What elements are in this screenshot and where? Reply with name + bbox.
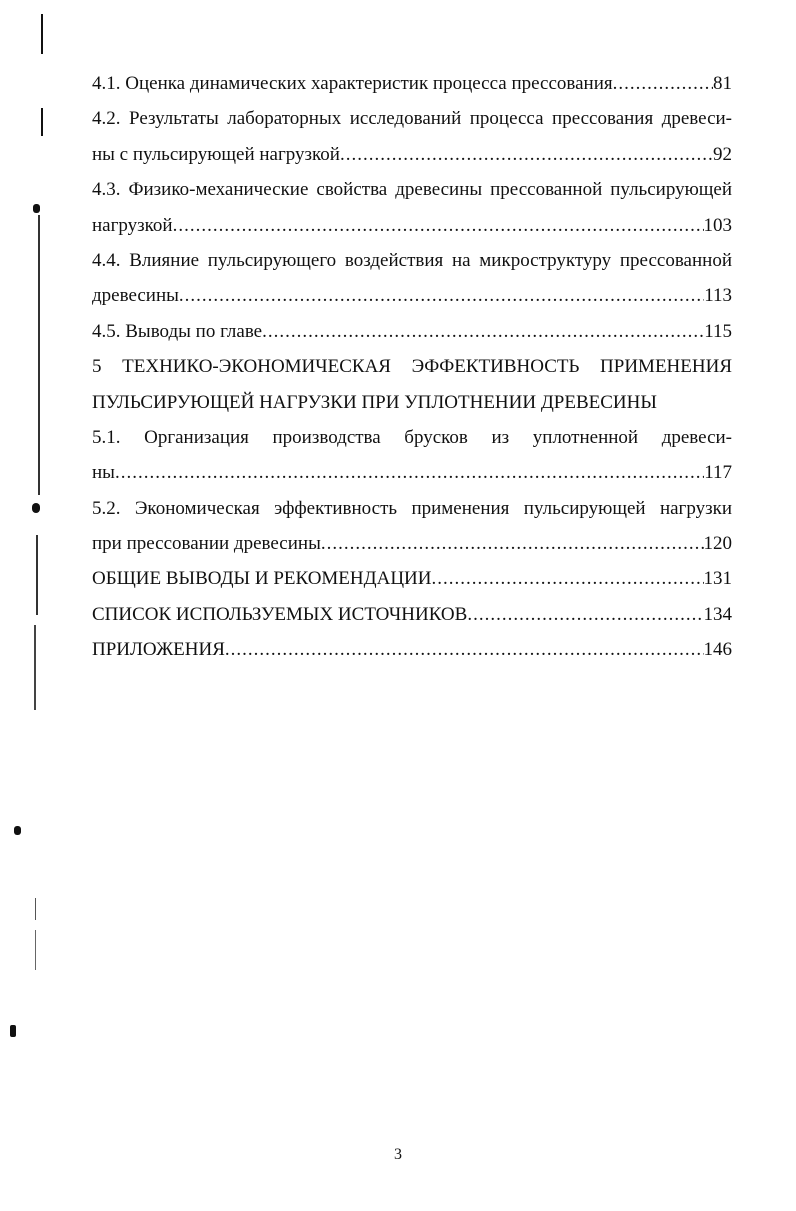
toc-leader-dots: [179, 278, 704, 313]
toc-entry-4-2-line2[interactable]: [92, 137, 732, 172]
scan-margin-line: [41, 108, 43, 136]
toc-entry-appendix[interactable]: [92, 632, 732, 667]
toc-entry-page: 131: [703, 568, 732, 590]
toc-entry-page: 103: [703, 214, 732, 236]
toc-leader-dots: [613, 66, 713, 101]
toc-chapter-5-line2[interactable]: [92, 385, 732, 420]
toc-entry-title: 4.4. Влияние пульсирующего воздействия на микроструктуру прессованной: [92, 249, 732, 271]
toc-entry-page: 146: [703, 639, 732, 661]
toc-chapter-5-line1[interactable]: [92, 349, 732, 384]
toc-entry-title: древесины: [92, 285, 179, 307]
toc-leader-dots: [431, 561, 703, 596]
scan-margin-dot: [33, 204, 40, 213]
toc-entry-4-2-line1[interactable]: [92, 101, 732, 136]
toc-entry-title: ОБЩИЕ ВЫВОДЫ И РЕКОМЕНДАЦИИ: [92, 568, 432, 590]
toc-leader-dots: [115, 455, 704, 490]
toc-leader-dots: [262, 314, 704, 349]
scan-margin-dot: [14, 826, 21, 835]
toc-entry-4-4-line1[interactable]: [92, 243, 732, 278]
toc-entry-title: ны с пульсирующей нагрузкой: [92, 143, 340, 165]
scan-margin-line: [34, 625, 36, 710]
toc-entry-5-2-line2[interactable]: [92, 526, 732, 561]
toc-entry-5-2-line1[interactable]: [92, 491, 732, 526]
scan-margin-dot: [32, 503, 40, 513]
toc-entry-page: 92: [713, 143, 732, 165]
toc-chapter-title: ПУЛЬСИРУЮЩЕЙ НАГРУЗКИ ПРИ УПЛОТНЕНИИ ДРЕВЕСИНЫ: [92, 391, 657, 413]
scan-margin-line: [35, 930, 36, 970]
scan-margin-line: [38, 215, 40, 495]
toc-entry-4-4-line2[interactable]: [92, 278, 732, 313]
toc-entry-4-3-line1[interactable]: [92, 172, 732, 207]
toc-leader-dots: [321, 526, 704, 561]
toc-entry-page: 113: [704, 285, 732, 307]
toc-entry-page: 117: [704, 462, 732, 484]
toc-entry-title: ПРИЛОЖЕНИЯ: [92, 639, 225, 661]
toc-entry-5-1-line2[interactable]: [92, 455, 732, 490]
toc-entry-page: 81: [713, 73, 732, 94]
toc-entry-4-5[interactable]: [92, 314, 732, 349]
scan-margin-line: [41, 14, 43, 54]
toc-entry-title: 4.3. Физико-механические свойства древесины прессованной пульсирующей: [92, 179, 732, 201]
table-of-contents: [92, 66, 732, 668]
toc-entry-title: 5.2. Экономическая эффективность применения пульсирующей нагрузки: [92, 497, 732, 519]
toc-entry-title: нагрузкой: [92, 214, 173, 236]
toc-entry-5-1-line1[interactable]: [92, 420, 732, 455]
page-number: 3: [394, 1146, 402, 1163]
toc-chapter-title: 5 ТЕХНИКО-ЭКОНОМИЧЕСКАЯ ЭФФЕКТИВНОСТЬ ПРИМЕНЕНИЯ: [92, 356, 732, 378]
toc-entry-title: 4.1. Оценка динамических характеристик процесса прессования: [92, 73, 613, 94]
toc-entry-title: 4.2. Результаты лабораторных исследований процесса прессования древеси-: [92, 108, 732, 130]
toc-entry-4-3-line2[interactable]: [92, 208, 732, 243]
toc-entry-conclusions[interactable]: [92, 561, 732, 596]
toc-entry-page: 115: [704, 320, 732, 342]
toc-entry-4-1[interactable]: [92, 66, 732, 101]
toc-entry-page: 134: [703, 603, 732, 625]
toc-entry-sources[interactable]: [92, 597, 732, 632]
toc-entry-title: 5.1. Организация производства брусков из уплотненной древеси-: [92, 426, 732, 448]
toc-entry-page: 120: [703, 533, 732, 555]
toc-entry-title: при прессовании древесины: [92, 533, 321, 555]
scan-margin-line: [36, 535, 38, 615]
toc-entry-title: СПИСОК ИСПОЛЬЗУЕМЫХ ИСТОЧНИКОВ: [92, 603, 468, 625]
toc-leader-dots: [340, 137, 713, 172]
toc-leader-dots: [467, 597, 703, 632]
scan-margin-line: [35, 898, 36, 920]
toc-entry-title: 4.5. Выводы по главе: [92, 320, 263, 342]
toc-entry-title: ны: [92, 462, 115, 484]
toc-leader-dots: [173, 208, 704, 243]
toc-leader-dots: [225, 632, 704, 667]
scan-margin-dot: [10, 1025, 16, 1037]
